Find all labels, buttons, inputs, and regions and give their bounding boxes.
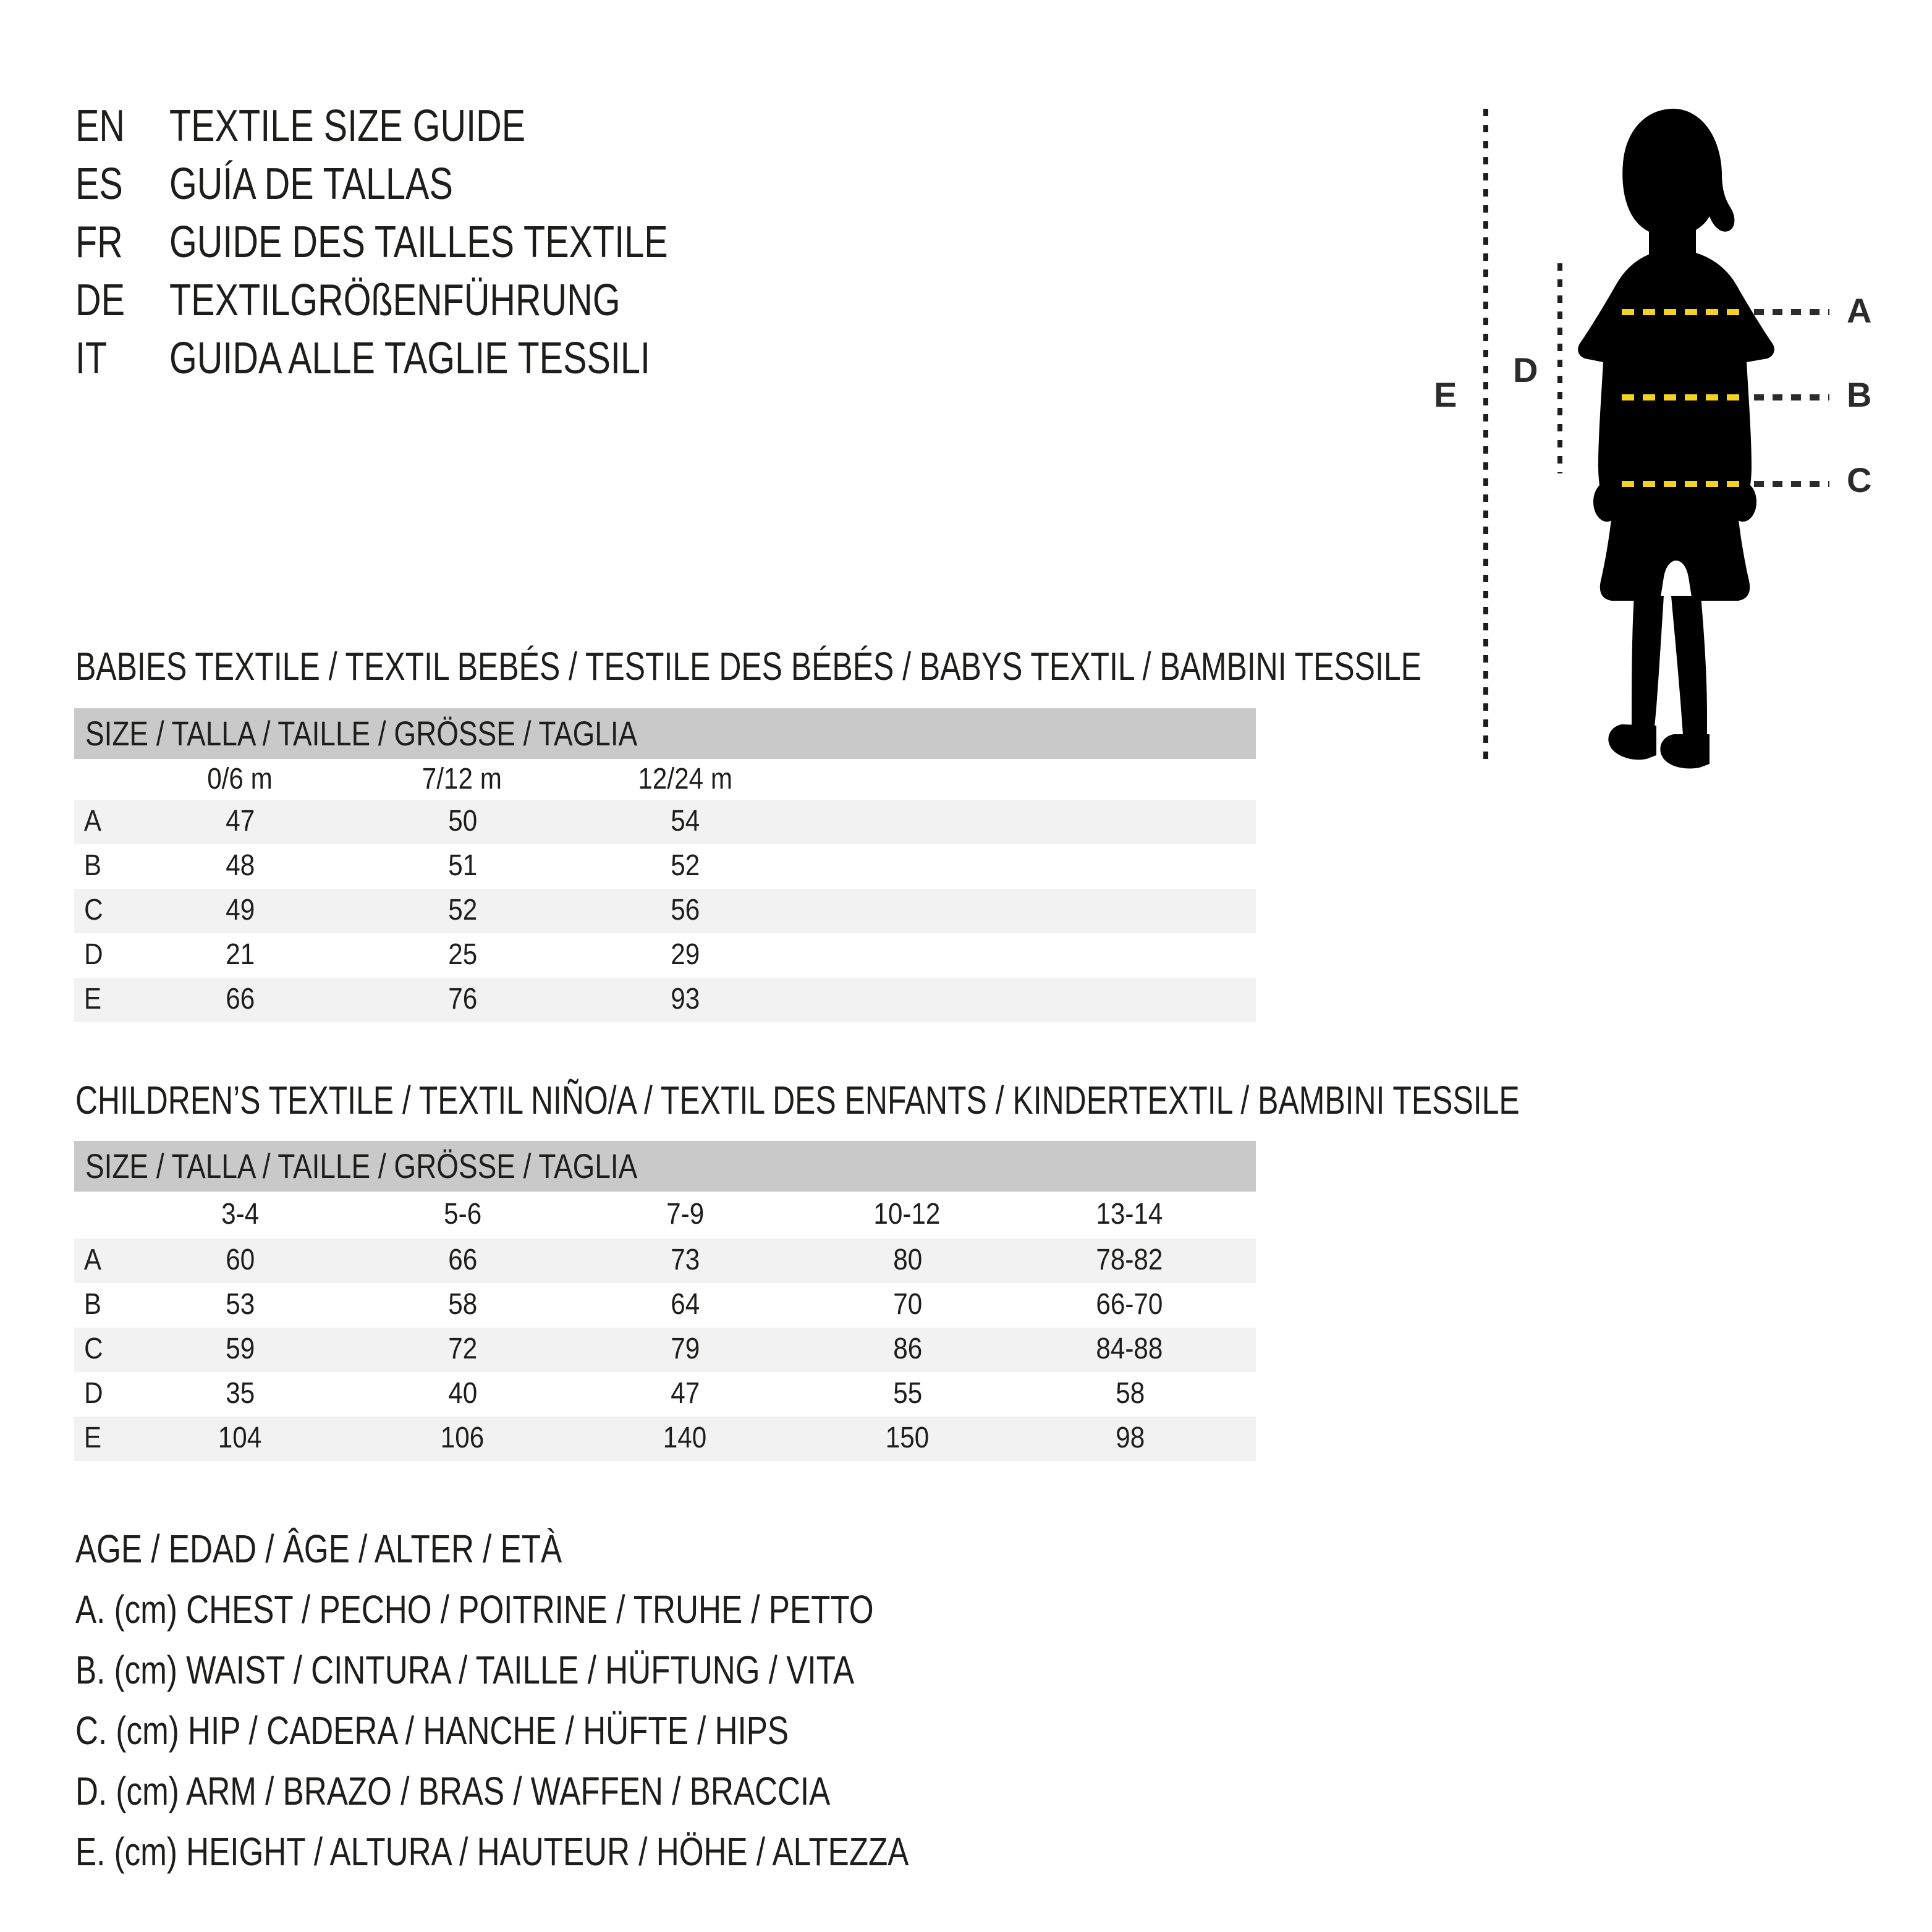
- value-text: 58: [1115, 1377, 1145, 1410]
- legend-line-waist: [75, 1640, 1117, 1701]
- value-text: 64: [670, 1288, 700, 1321]
- value-cell: [351, 1332, 574, 1367]
- row-label: [74, 1288, 129, 1323]
- value-text: 56: [670, 894, 700, 927]
- row-label-text: D: [84, 1377, 103, 1410]
- babies-column-header: [351, 762, 574, 797]
- value-cell: [351, 938, 574, 973]
- babies-column-header-text: 12/24 m: [637, 762, 732, 795]
- value-text: 66: [447, 1244, 477, 1277]
- figure-label-height: E: [1434, 376, 1457, 414]
- childrens-column-header: [796, 1198, 1019, 1232]
- value-text: 55: [892, 1377, 922, 1410]
- childrens-row-height: [74, 1417, 1256, 1461]
- legend-line-hip: [75, 1701, 1117, 1761]
- language-title-it: [169, 332, 770, 384]
- chest-measure-line-yellow: [1622, 309, 1747, 315]
- value-cell: [129, 1244, 351, 1278]
- language-title-en-text: TEXTILE SIZE GUIDE: [169, 100, 526, 150]
- value-cell: [129, 894, 351, 928]
- value-cell: [796, 1421, 1019, 1456]
- value-cell: [796, 1332, 1019, 1367]
- value-cell: [129, 805, 351, 839]
- value-text: 52: [670, 849, 700, 883]
- babies-size-table: [74, 759, 1256, 1022]
- childrens-column-header-text: 10-12: [873, 1198, 941, 1231]
- value-text: 29: [670, 938, 700, 972]
- childrens-column-header-text: 3-4: [221, 1198, 259, 1231]
- language-code-en-text: EN: [75, 100, 125, 150]
- value-cell: [1019, 1244, 1241, 1278]
- legend-line-height-text: E. (cm) HEIGHT / ALTURA / HAUTEUR / HÖHE / ALTEZZA: [75, 1829, 909, 1874]
- value-cell: [574, 983, 796, 1017]
- value-cell: [129, 938, 351, 973]
- childrens-column-header: [574, 1198, 796, 1232]
- value-cell: [351, 1288, 574, 1323]
- language-code-de-text: DE: [75, 274, 125, 324]
- value-text: 70: [892, 1288, 922, 1321]
- legend-line-arm: [75, 1761, 1117, 1822]
- row-label-text: A: [83, 805, 102, 838]
- value-text: 52: [447, 894, 477, 927]
- legend-line-age: [75, 1519, 1117, 1580]
- childrens-column-header-text: 7-9: [666, 1198, 704, 1231]
- language-row-fr: [75, 213, 792, 271]
- value-cell: [796, 1377, 1019, 1412]
- language-code-fr: [75, 216, 169, 268]
- legend-line-waist-text: B. (cm) WAIST / CINTURA / TAILLE / HÜFTUNG / VITA: [75, 1648, 855, 1692]
- value-cell: [1019, 1332, 1241, 1367]
- row-label-text: C: [84, 894, 103, 927]
- value-cell: [351, 983, 574, 1017]
- value-cell: [574, 1244, 796, 1278]
- value-text: 93: [670, 983, 700, 1016]
- babies-column-header-text: 7/12 m: [422, 762, 502, 795]
- language-code-it: [75, 332, 169, 384]
- value-cell: [574, 894, 796, 928]
- value-text: 104: [218, 1421, 262, 1455]
- hip-measure-line-yellow: [1622, 481, 1747, 487]
- value-cell: [351, 849, 574, 884]
- babies-row-chest: [74, 800, 1256, 844]
- row-label-text: E: [83, 1421, 102, 1455]
- childrens-column-header: [129, 1198, 351, 1232]
- value-text: 66-70: [1096, 1288, 1164, 1321]
- childrens-column-header-row: [74, 1192, 1256, 1239]
- language-code-fr-text: FR: [75, 216, 123, 266]
- value-cell: [574, 1421, 796, 1456]
- value-text: 25: [447, 938, 477, 972]
- babies-column-header-row: [74, 759, 1256, 800]
- language-row-es: [75, 155, 792, 213]
- babies-row-waist: [74, 844, 1256, 889]
- language-code-it-text: IT: [75, 332, 108, 383]
- waist-measure-line-yellow: [1622, 394, 1747, 400]
- childrens-row-waist: [74, 1283, 1256, 1328]
- language-title-es-text: GUÍA DE TALLAS: [169, 158, 453, 208]
- value-cell: [796, 1288, 1019, 1323]
- value-text: 73: [670, 1244, 700, 1277]
- value-text: 80: [892, 1244, 922, 1277]
- value-text: 72: [447, 1332, 477, 1366]
- value-text: 58: [447, 1288, 477, 1321]
- value-text: 98: [1115, 1421, 1145, 1455]
- value-cell: [351, 1244, 574, 1278]
- babies-size-header-text: SIZE / TALLA / TAILLE / GRÖSSE / TAGLIA: [85, 714, 638, 753]
- value-text: 140: [663, 1421, 707, 1455]
- language-title-fr: [169, 216, 792, 268]
- value-text: 47: [225, 805, 255, 838]
- value-cell: [1019, 1377, 1241, 1412]
- value-text: 21: [225, 938, 255, 972]
- figure-label-chest: A: [1847, 292, 1872, 330]
- row-label: [74, 849, 129, 884]
- babies-column-header-text: 0/6 m: [207, 762, 273, 795]
- value-text: 79: [670, 1332, 700, 1366]
- value-cell: [129, 983, 351, 1017]
- value-cell: [1019, 1288, 1241, 1323]
- childrens-size-table: [74, 1192, 1256, 1461]
- value-cell: [574, 1332, 796, 1367]
- row-label: [74, 1377, 129, 1412]
- childrens-row-hip: [74, 1328, 1256, 1372]
- language-row-de: [75, 271, 792, 329]
- value-text: 54: [670, 805, 700, 838]
- figure-label-waist: B: [1847, 376, 1872, 414]
- row-label-text: B: [83, 1288, 102, 1321]
- row-label-text: B: [83, 849, 102, 883]
- value-text: 150: [885, 1421, 930, 1455]
- legend-line-chest-text: A. (cm) CHEST / PECHO / POITRINE / TRUHE / PETTO: [75, 1587, 874, 1632]
- value-cell: [129, 1332, 351, 1367]
- childrens-row-arm: [74, 1372, 1256, 1417]
- legend-line-chest: [75, 1580, 1117, 1640]
- language-title-list: [75, 96, 792, 387]
- value-cell: [574, 1377, 796, 1412]
- figure-label-hip: C: [1847, 461, 1872, 499]
- value-text: 48: [225, 849, 255, 883]
- babies-section-title: [75, 644, 1801, 690]
- babies-row-hip: [74, 889, 1256, 933]
- babies-column-header: [129, 762, 351, 797]
- value-cell: [351, 1377, 574, 1412]
- language-code-en: [75, 100, 169, 151]
- row-label: [74, 1244, 129, 1278]
- value-text: 40: [447, 1377, 477, 1410]
- row-label-text: D: [84, 938, 103, 972]
- arm-measure-dotted-line: [1557, 263, 1562, 473]
- childrens-section-title: [75, 1078, 1927, 1124]
- language-title-de: [169, 274, 733, 326]
- value-text: 47: [670, 1377, 700, 1410]
- value-text: 66: [225, 983, 255, 1016]
- language-title-fr-text: GUIDE DES TAILLES TEXTILE: [169, 216, 668, 266]
- legend-line-height: [75, 1822, 1117, 1883]
- language-title-it-text: GUIDA ALLE TAGLIE TESSILI: [169, 332, 650, 383]
- value-cell: [129, 1288, 351, 1323]
- value-cell: [351, 1421, 574, 1456]
- childrens-column-header: [1019, 1198, 1241, 1232]
- legend-line-age-text: AGE / EDAD / ÂGE / ALTER / ETÀ: [75, 1527, 562, 1571]
- row-label-text: A: [83, 1244, 102, 1277]
- figure-label-arm: D: [1513, 351, 1538, 389]
- row-label-text: E: [83, 983, 102, 1016]
- childrens-column-header: [351, 1198, 574, 1232]
- measurement-legend: [75, 1519, 1117, 1883]
- waist-measure-line-dark: [1754, 394, 1829, 400]
- value-cell: [129, 1421, 351, 1456]
- value-text: 78-82: [1096, 1244, 1164, 1277]
- babies-column-header: [574, 762, 796, 797]
- babies-row-height: [74, 978, 1256, 1022]
- row-label-text: C: [84, 1332, 103, 1366]
- value-text: 86: [892, 1332, 922, 1366]
- value-text: 60: [225, 1244, 255, 1277]
- value-cell: [574, 938, 796, 973]
- legend-line-hip-text: C. (cm) HIP / CADERA / HANCHE / HÜFTE / HIPS: [75, 1708, 789, 1753]
- legend-line-arm-text: D. (cm) ARM / BRAZO / BRAS / WAFFEN / BRACCIA: [75, 1769, 831, 1813]
- value-text: 59: [225, 1332, 255, 1366]
- language-row-en: [75, 96, 792, 155]
- value-cell: [796, 1244, 1019, 1278]
- value-cell: [129, 1377, 351, 1412]
- childrens-column-header-text: 13-14: [1096, 1198, 1164, 1231]
- childrens-size-header-bar: [74, 1141, 1256, 1192]
- row-label: [74, 938, 129, 973]
- value-text: 50: [447, 805, 477, 838]
- language-code-es-text: ES: [75, 158, 123, 208]
- value-text: 35: [225, 1377, 255, 1410]
- value-text: 51: [447, 849, 477, 883]
- value-text: 53: [225, 1288, 255, 1321]
- row-label: [74, 894, 129, 928]
- row-label: [74, 1332, 129, 1367]
- language-title-de-text: TEXTILGRÖßENFÜHRUNG: [169, 274, 621, 324]
- babies-row-arm: [74, 933, 1256, 978]
- language-row-it: [75, 329, 792, 387]
- row-label: [74, 983, 129, 1017]
- language-code-de: [75, 274, 169, 326]
- babies-size-header-bar: [74, 708, 1256, 759]
- value-text: 84-88: [1096, 1332, 1164, 1366]
- childrens-row-chest: [74, 1239, 1256, 1283]
- childrens-section-title-text: CHILDREN’S TEXTILE / TEXTIL NIÑO/A / TEXTIL DES ENFANTS / KINDERTEXTIL / BAMBINI TESSILE: [75, 1078, 1520, 1122]
- value-cell: [574, 1288, 796, 1323]
- chest-measure-line-dark: [1754, 309, 1829, 315]
- value-cell: [574, 849, 796, 884]
- language-title-en: [169, 100, 614, 151]
- value-cell: [351, 894, 574, 928]
- value-cell: [351, 805, 574, 839]
- value-cell: [574, 805, 796, 839]
- babies-section-title-text: BABIES TEXTILE / TEXTIL BEBÉS / TESTILE DES BÉBÉS / BABYS TEXTIL / BAMBINI TESSILE: [75, 644, 1421, 688]
- value-cell: [1019, 1421, 1241, 1456]
- language-code-es: [75, 158, 169, 210]
- value-text: 49: [225, 894, 255, 927]
- childrens-size-header-text: SIZE / TALLA / TAILLE / GRÖSSE / TAGLIA: [85, 1147, 638, 1185]
- row-label: [74, 805, 129, 839]
- childrens-column-header-text: 5-6: [443, 1198, 481, 1231]
- language-title-es: [169, 158, 524, 210]
- value-text: 76: [447, 983, 477, 1016]
- value-cell: [129, 849, 351, 884]
- hip-measure-line-dark: [1754, 481, 1829, 487]
- value-text: 106: [440, 1421, 485, 1455]
- row-label: [74, 1421, 129, 1456]
